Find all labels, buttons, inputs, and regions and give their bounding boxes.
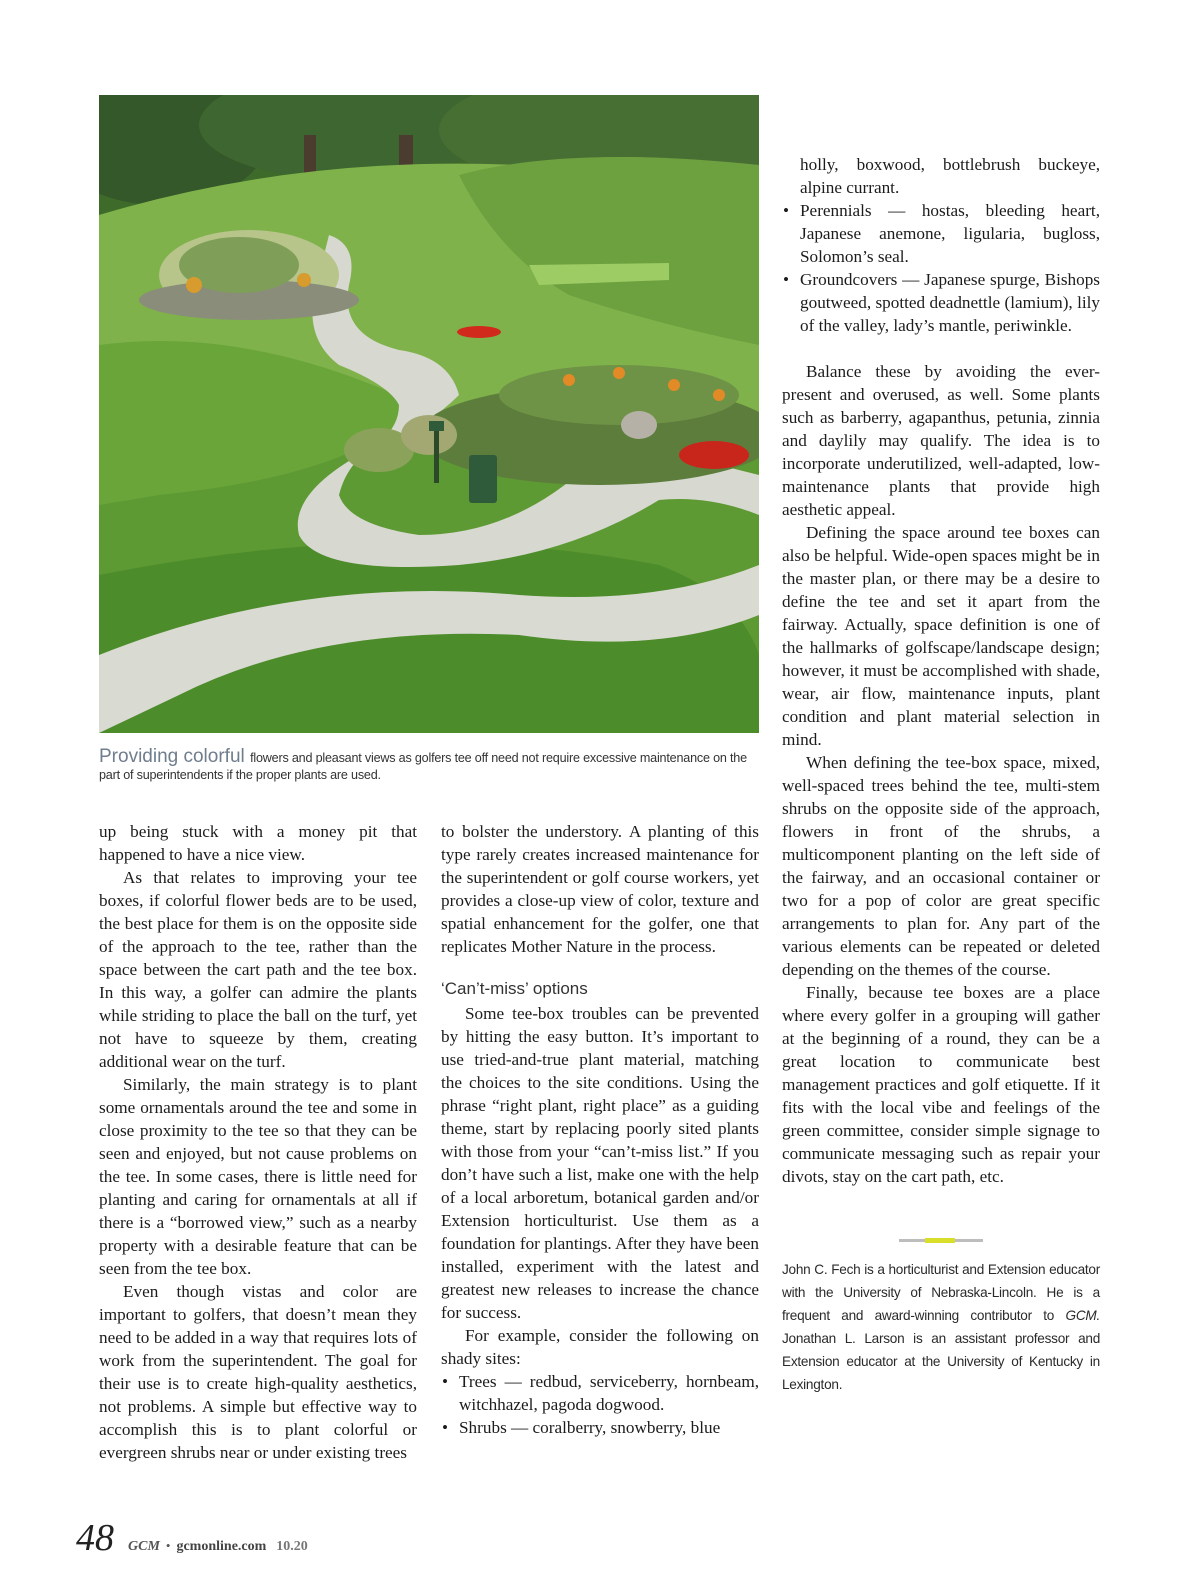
paragraph: Even though vistas and color are important to golfers, that doesn’t mean they need to be added in a way that requires lots of work from the superintendent. The goal for their use is to create high-quality aesthetics, not problems. A simple but effective way to accomplish this is to plant colorful or evergreen shrubs near or under existing trees	[99, 1282, 417, 1462]
footer-separator: •	[165, 1538, 171, 1553]
author-bio	[782, 1258, 1100, 1396]
paragraph: to bolster the understory. A planting of this type rarely creates increased maintenance for the superintendent or golf course workers, yet provides a close-up view of color, texture and spatial enhancement for the golfer, one that replicates Mother Nature in the process.	[441, 822, 759, 956]
publication-name: GCM	[128, 1539, 160, 1554]
column-right	[782, 153, 1100, 1188]
paragraph: As that relates to improving your tee boxes, if colorful flower beds are to be used, the best place for them is on the opposite side of the approach to the tee, rather than the space between the cart path and the tee box. In this way, a golfer can admire the plants while striding to place the ball on the turf, yet not have to squeeze by them, creating additional wear on the turf.	[99, 868, 417, 1071]
list-item: • Groundcovers — Japanese spurge, Bishops goutweed, spotted deadnettle (lamium), lily of the valley, lady’s mantle, periwinkle.	[782, 268, 1100, 337]
website-link[interactable]: gcmonline.com	[176, 1539, 267, 1554]
paragraph: When defining the tee-box space, mixed, well-spaced trees behind the tee, multi-stem shrubs on the opposite side of the approach, flowers in front of the shrubs, a multicomponent planting on the left side of the fairway, and an occasional container or two for a pop of color are great specific arrangements to plan for. Any part of the various elements can be repeated or deleted depending on the themes of the course.	[782, 753, 1100, 979]
column-left	[99, 820, 417, 1464]
paragraph: Defining the space around tee boxes can also be helpful. Wide-open spaces might be in the master plan, or there may be a desire to define the tee and set it apart from the fairway. Actually, space definition is one of the hallmarks of golfscape/landscape design; however, it must be accomplished with shade, wear, air flow, maintenance inputs, plant condition and plant material selection in mind.	[782, 523, 1100, 749]
paragraph: Finally, because tee boxes are a place where every golfer in a grouping will gather at the beginning of a round, they can be a great location to communicate best management practices and golf etiquette. If it fits with the local vibe and feelings of the green committee, consider simple signage to communicate messaging such as repair your divots, stay on the cart path, etc.	[782, 983, 1100, 1186]
column-middle	[441, 820, 759, 1439]
paragraph: Some tee-box troubles can be prevented by hitting the easy button. It’s important to use tried-and-true plant material, matching the choices to the site conditions. Using the phrase “right plant, right place” as a guiding theme, start by replacing poorly sited plants with those from your “can’t-miss list.” If you don’t have such a list, make one with the help of a local arboretum, botanical garden and/or Extension horticulturist. Use them as a foundation for plantings. After they have been installed, experiment with the latest and greatest new releases to increase the chance for success.	[441, 1004, 759, 1322]
bullet-list	[441, 1370, 759, 1439]
section-heading: ‘Can’t-miss’ options	[441, 979, 588, 998]
bio-part2: Jonathan L. Larson is an assistant professor and Extension educator at the University of Kentucky in Lexington.	[782, 1331, 1100, 1392]
paragraph: For example, consider the following on shady sites:	[441, 1326, 759, 1368]
caption-text: flowers and pleasant views as golfers tee off need not require excessive maintenance on the part of superintendents if the proper plants are used.	[99, 751, 747, 782]
bullet-list	[782, 153, 1100, 337]
spacer	[782, 337, 1100, 360]
tee-box-landscape-illustration	[99, 95, 759, 733]
section-divider	[899, 1239, 983, 1242]
bio-magazine: GCM.	[1065, 1308, 1100, 1323]
paragraph: up being stuck with a money pit that happened to have a nice view.	[99, 822, 417, 864]
list-item: • Trees — redbud, serviceberry, hornbeam, witchhazel, pagoda dogwood.	[441, 1370, 759, 1416]
bio-part1: John C. Fech is a horticulturist and Extension educator with the University of Nebraska-Lincoln. He is a frequent and award-winning contributor to	[782, 1262, 1100, 1323]
caption-lead: Providing colorful	[99, 746, 245, 767]
issue-number: 10.20	[276, 1539, 308, 1554]
course-photo	[99, 95, 759, 733]
paragraph: Similarly, the main strategy is to plant some ornamentals around the tee and some in close proximity to the tee so that they can be seen and enjoyed, but not cause problems on the tee. In some cases, there is little need for planting and caring for ornamentals at all if there is a “borrowed view,” such as a nearby property with a desirable feature that can be seen from the tee box.	[99, 1075, 417, 1278]
divider-accent	[925, 1238, 955, 1243]
list-item: • Shrubs — coralberry, snowberry, blue	[441, 1416, 759, 1439]
page-number: 48	[76, 1517, 114, 1559]
list-item: • Perennials — hostas, bleeding heart, Japanese anemone, ligularia, bugloss, Solomon’s seal.	[782, 199, 1100, 268]
photo-caption	[99, 748, 769, 784]
paragraph: Balance these by avoiding the ever-present and overused, as well. Some plants such as barberry, agapanthus, petunia, zinnia and daylily may qualify. The idea is to incorporate underutilized, well-adapted, low-maintenance plants that provide high aesthetic appeal.	[782, 362, 1100, 519]
page-footer	[76, 1516, 308, 1560]
list-item-continued	[782, 153, 1100, 199]
continued-text: holly, boxwood, bottlebrush buckeye, alpine currant.	[800, 155, 1100, 197]
